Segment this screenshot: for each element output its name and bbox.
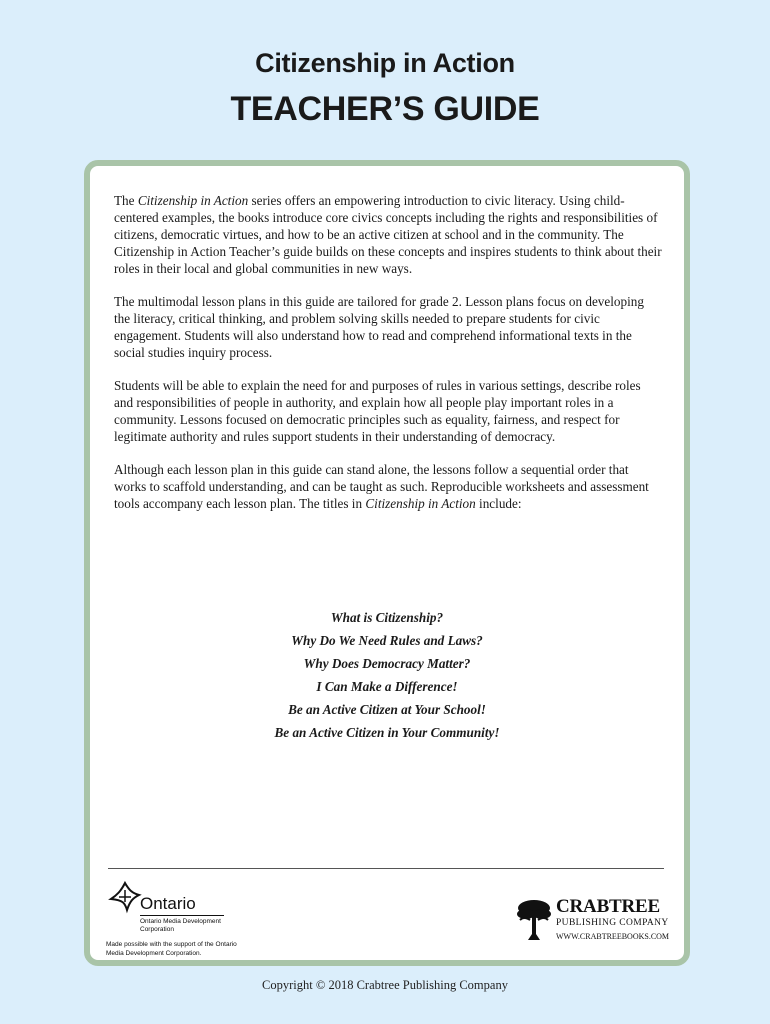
intro-paragraph-3: Students will be able to explain the need for and purposes of rules in various settings, describe roles and responsibilities of people in authority, and explain how all people play important roles in a community. Lessons focused on democratic principles such as equality, fairness, and respect for legitimate authority and rules support students in their understanding of democracy. bbox=[114, 378, 641, 444]
crabtree-subtitle: PUBLISHING COMPANY bbox=[556, 918, 669, 928]
tree-icon bbox=[514, 896, 554, 942]
book-titles-list bbox=[90, 606, 684, 744]
series-name-italic-2: Citizenship in Action bbox=[365, 496, 476, 511]
book-title: Be an Active Citizen in Your Community! bbox=[274, 725, 500, 740]
intro-paragraph-4 bbox=[114, 461, 662, 512]
intro-p4-end: include: bbox=[475, 496, 522, 511]
book-title: I Can Make a Difference! bbox=[316, 679, 458, 694]
book-title: Why Does Democracy Matter? bbox=[303, 656, 471, 671]
book-title: Be an Active Citizen at Your School! bbox=[288, 702, 486, 717]
intro-p1-rest: series offers an empowering introduction to civic literacy. Using child-centered examples, the books introduce core civics concepts including the rights and responsibilities of citizens, democratic virtues, and how to be an active citizen at school and in the community. The Citizenship in Action Teacher’s guide builds on these concepts and inspires students to think about their roles in their local and global communities in new ways. bbox=[114, 193, 662, 276]
intro-paragraph-1 bbox=[114, 192, 662, 277]
ontario-underline bbox=[140, 915, 224, 916]
ontario-corp-name: Ontario Media Development Corporation bbox=[140, 918, 221, 933]
trillium-icon bbox=[108, 880, 142, 914]
crabtree-name: CRABTREE bbox=[556, 896, 660, 917]
crabtree-logo-block bbox=[514, 896, 674, 946]
ontario-logo-block bbox=[106, 878, 306, 958]
guide-main-title: TEACHER’S GUIDE bbox=[230, 90, 540, 128]
ontario-wordmark: Ontario bbox=[140, 894, 196, 913]
intro-p1-start: The bbox=[114, 193, 138, 208]
guide-series-title: Citizenship in Action bbox=[255, 48, 515, 78]
copyright-notice: Copyright © 2018 Crabtree Publishing Company bbox=[262, 978, 508, 992]
crabtree-url: WWW.CRABTREEBOOKS.COM bbox=[556, 932, 670, 941]
content-panel bbox=[84, 160, 690, 966]
intro-p4-start: Although each lesson plan in this guide can stand alone, the lessons follow a sequential order that works to scaffold understanding, and can be taught as such. Reproducible worksheets and assessment tools accompany each lesson plan. The titles in bbox=[114, 462, 649, 511]
intro-paragraph-2: The multimodal lesson plans in this guide are tailored for grade 2. Lesson plans focus on developing the literacy, critical thinking, and problem solving skills needed to prepare students for civic engagement. Students will also understand how to read and comprehend informational texts in the social studies inquiry process. bbox=[114, 294, 644, 360]
footer-divider bbox=[108, 868, 664, 869]
book-title: What is Citizenship? bbox=[330, 610, 444, 625]
ontario-support-note: Made possible with the support of the Ontario Media Development Corporation. bbox=[106, 941, 237, 957]
intro-text bbox=[114, 192, 662, 528]
book-title: Why Do We Need Rules and Laws? bbox=[291, 633, 483, 648]
series-name-italic: Citizenship in Action bbox=[137, 193, 249, 208]
